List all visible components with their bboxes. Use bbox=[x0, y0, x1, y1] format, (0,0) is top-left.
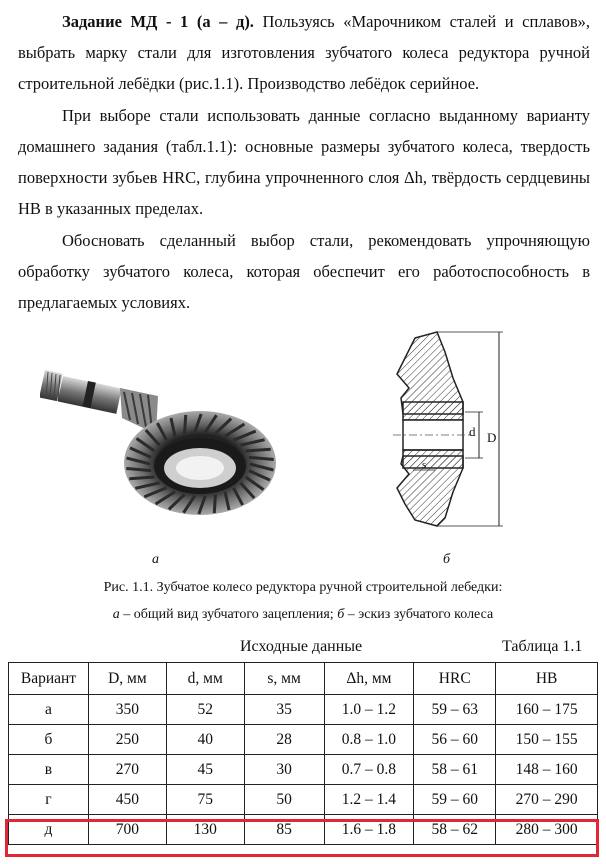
header-cell: Вариант bbox=[9, 663, 89, 695]
table-row bbox=[9, 725, 598, 755]
table-cell: 1.6 – 1.8 bbox=[324, 815, 414, 845]
table-cell: 58 – 61 bbox=[414, 755, 496, 785]
source-data-table bbox=[8, 662, 598, 845]
table-cell: 160 – 175 bbox=[496, 695, 598, 725]
caption-a-text: – общий вид зубчатого зацепления; bbox=[119, 607, 338, 622]
table-cell: 450 bbox=[88, 785, 166, 815]
table-cell: 30 bbox=[244, 755, 324, 785]
task-paragraph-1 bbox=[18, 6, 590, 99]
figure-label-b: б bbox=[443, 552, 451, 567]
figure-caption-line2 bbox=[0, 607, 606, 623]
table-cell: а bbox=[9, 695, 89, 725]
header-cell: Δh, мм bbox=[324, 663, 414, 695]
table-cell: 700 bbox=[88, 815, 166, 845]
table-cell: 28 bbox=[244, 725, 324, 755]
table-cell: 1.0 – 1.2 bbox=[324, 695, 414, 725]
table-cell: 59 – 63 bbox=[414, 695, 496, 725]
table-cell: 270 – 290 bbox=[496, 785, 598, 815]
table-number: Таблица 1.1 bbox=[502, 638, 583, 655]
table-cell: 75 bbox=[166, 785, 244, 815]
gear-tooth bbox=[214, 494, 215, 513]
table-cell: 58 – 62 bbox=[414, 815, 496, 845]
gear-tooth bbox=[246, 449, 271, 451]
header-cell: s, мм bbox=[244, 663, 324, 695]
sketch-D-label: D bbox=[487, 430, 497, 445]
table-cell: 56 – 60 bbox=[414, 725, 496, 755]
table-header-row bbox=[9, 663, 598, 695]
header-cell: D, мм bbox=[88, 663, 166, 695]
task-title: Задание МД - 1 (а – д). bbox=[62, 12, 254, 31]
table-cell: 270 bbox=[88, 755, 166, 785]
table-cell: 45 bbox=[166, 755, 244, 785]
table-row bbox=[9, 755, 598, 785]
gear-photo-illustration bbox=[40, 348, 280, 528]
header-cell: HB bbox=[496, 663, 598, 695]
figure-label-a: а bbox=[152, 552, 159, 567]
table-cell: д bbox=[9, 815, 89, 845]
table-title: Исходные данные bbox=[240, 638, 363, 655]
gear-tooth bbox=[185, 415, 186, 434]
caption-b-mark: б bbox=[337, 607, 345, 622]
table-cell: 148 – 160 bbox=[496, 755, 598, 785]
caption-a-mark: а bbox=[112, 607, 120, 622]
table-cell: 50 bbox=[244, 785, 324, 815]
gear-sketch-drawing bbox=[375, 318, 525, 540]
table-cell: 130 bbox=[166, 815, 244, 845]
header-cell: HRC bbox=[414, 663, 496, 695]
table-cell: 350 bbox=[88, 695, 166, 725]
table-cell: 52 bbox=[166, 695, 244, 725]
table-row bbox=[9, 785, 598, 815]
table-cell: 250 bbox=[88, 725, 166, 755]
table-cell: 40 bbox=[166, 725, 244, 755]
table-cell: в bbox=[9, 755, 89, 785]
sketch-s-label: s bbox=[422, 459, 427, 471]
task-p1-text: Пользуясь «Марочником сталей и сплавов», выбрать марку стали для изготовления зубчатого колеса редуктора ручной строительной лебёдки (рис.1.1). Производство лебёдок серийное. bbox=[18, 12, 590, 93]
sketch-d-label: d bbox=[469, 424, 476, 439]
table-cell: 35 bbox=[244, 695, 324, 725]
table-cell: 59 – 60 bbox=[414, 785, 496, 815]
caption-b-text: – эскиз зубчатого колеса bbox=[344, 607, 494, 622]
table-cell: б bbox=[9, 725, 89, 755]
table-cell: 0.7 – 0.8 bbox=[324, 755, 414, 785]
table-cell: 150 – 155 bbox=[496, 725, 598, 755]
table-cell: 1.2 – 1.4 bbox=[324, 785, 414, 815]
highlight-box bbox=[5, 819, 599, 857]
figure-caption-line1: Рис. 1.1. Зубчатое колесо редуктора ручной строительной лебедки: bbox=[103, 580, 503, 595]
task-p3-text: Обосновать сделанный выбор стали, рекомендовать упрочняющую обработку зубчатого колеса, которая обеспечит его работоспособность в предлагаемых условиях. bbox=[18, 231, 590, 312]
table-row bbox=[9, 695, 598, 725]
task-paragraph-2 bbox=[18, 100, 590, 224]
gear-tooth bbox=[129, 477, 154, 479]
table-cell: 0.8 – 1.0 bbox=[324, 725, 414, 755]
table-cell: 280 – 300 bbox=[496, 815, 598, 845]
task-paragraph-3 bbox=[18, 225, 590, 318]
header-cell: d, мм bbox=[166, 663, 244, 695]
table-cell: г bbox=[9, 785, 89, 815]
task-p2-text: При выборе стали использовать данные согласно выданному варианту домашнего задания (табл.1.1): основные размеры зубчатого колеса, твердость поверхности зубьев HRC, глубина упрочненного слоя Δh, твёрдость сердцевины HB в указанных пределах. bbox=[18, 106, 590, 218]
table-cell: 85 bbox=[244, 815, 324, 845]
